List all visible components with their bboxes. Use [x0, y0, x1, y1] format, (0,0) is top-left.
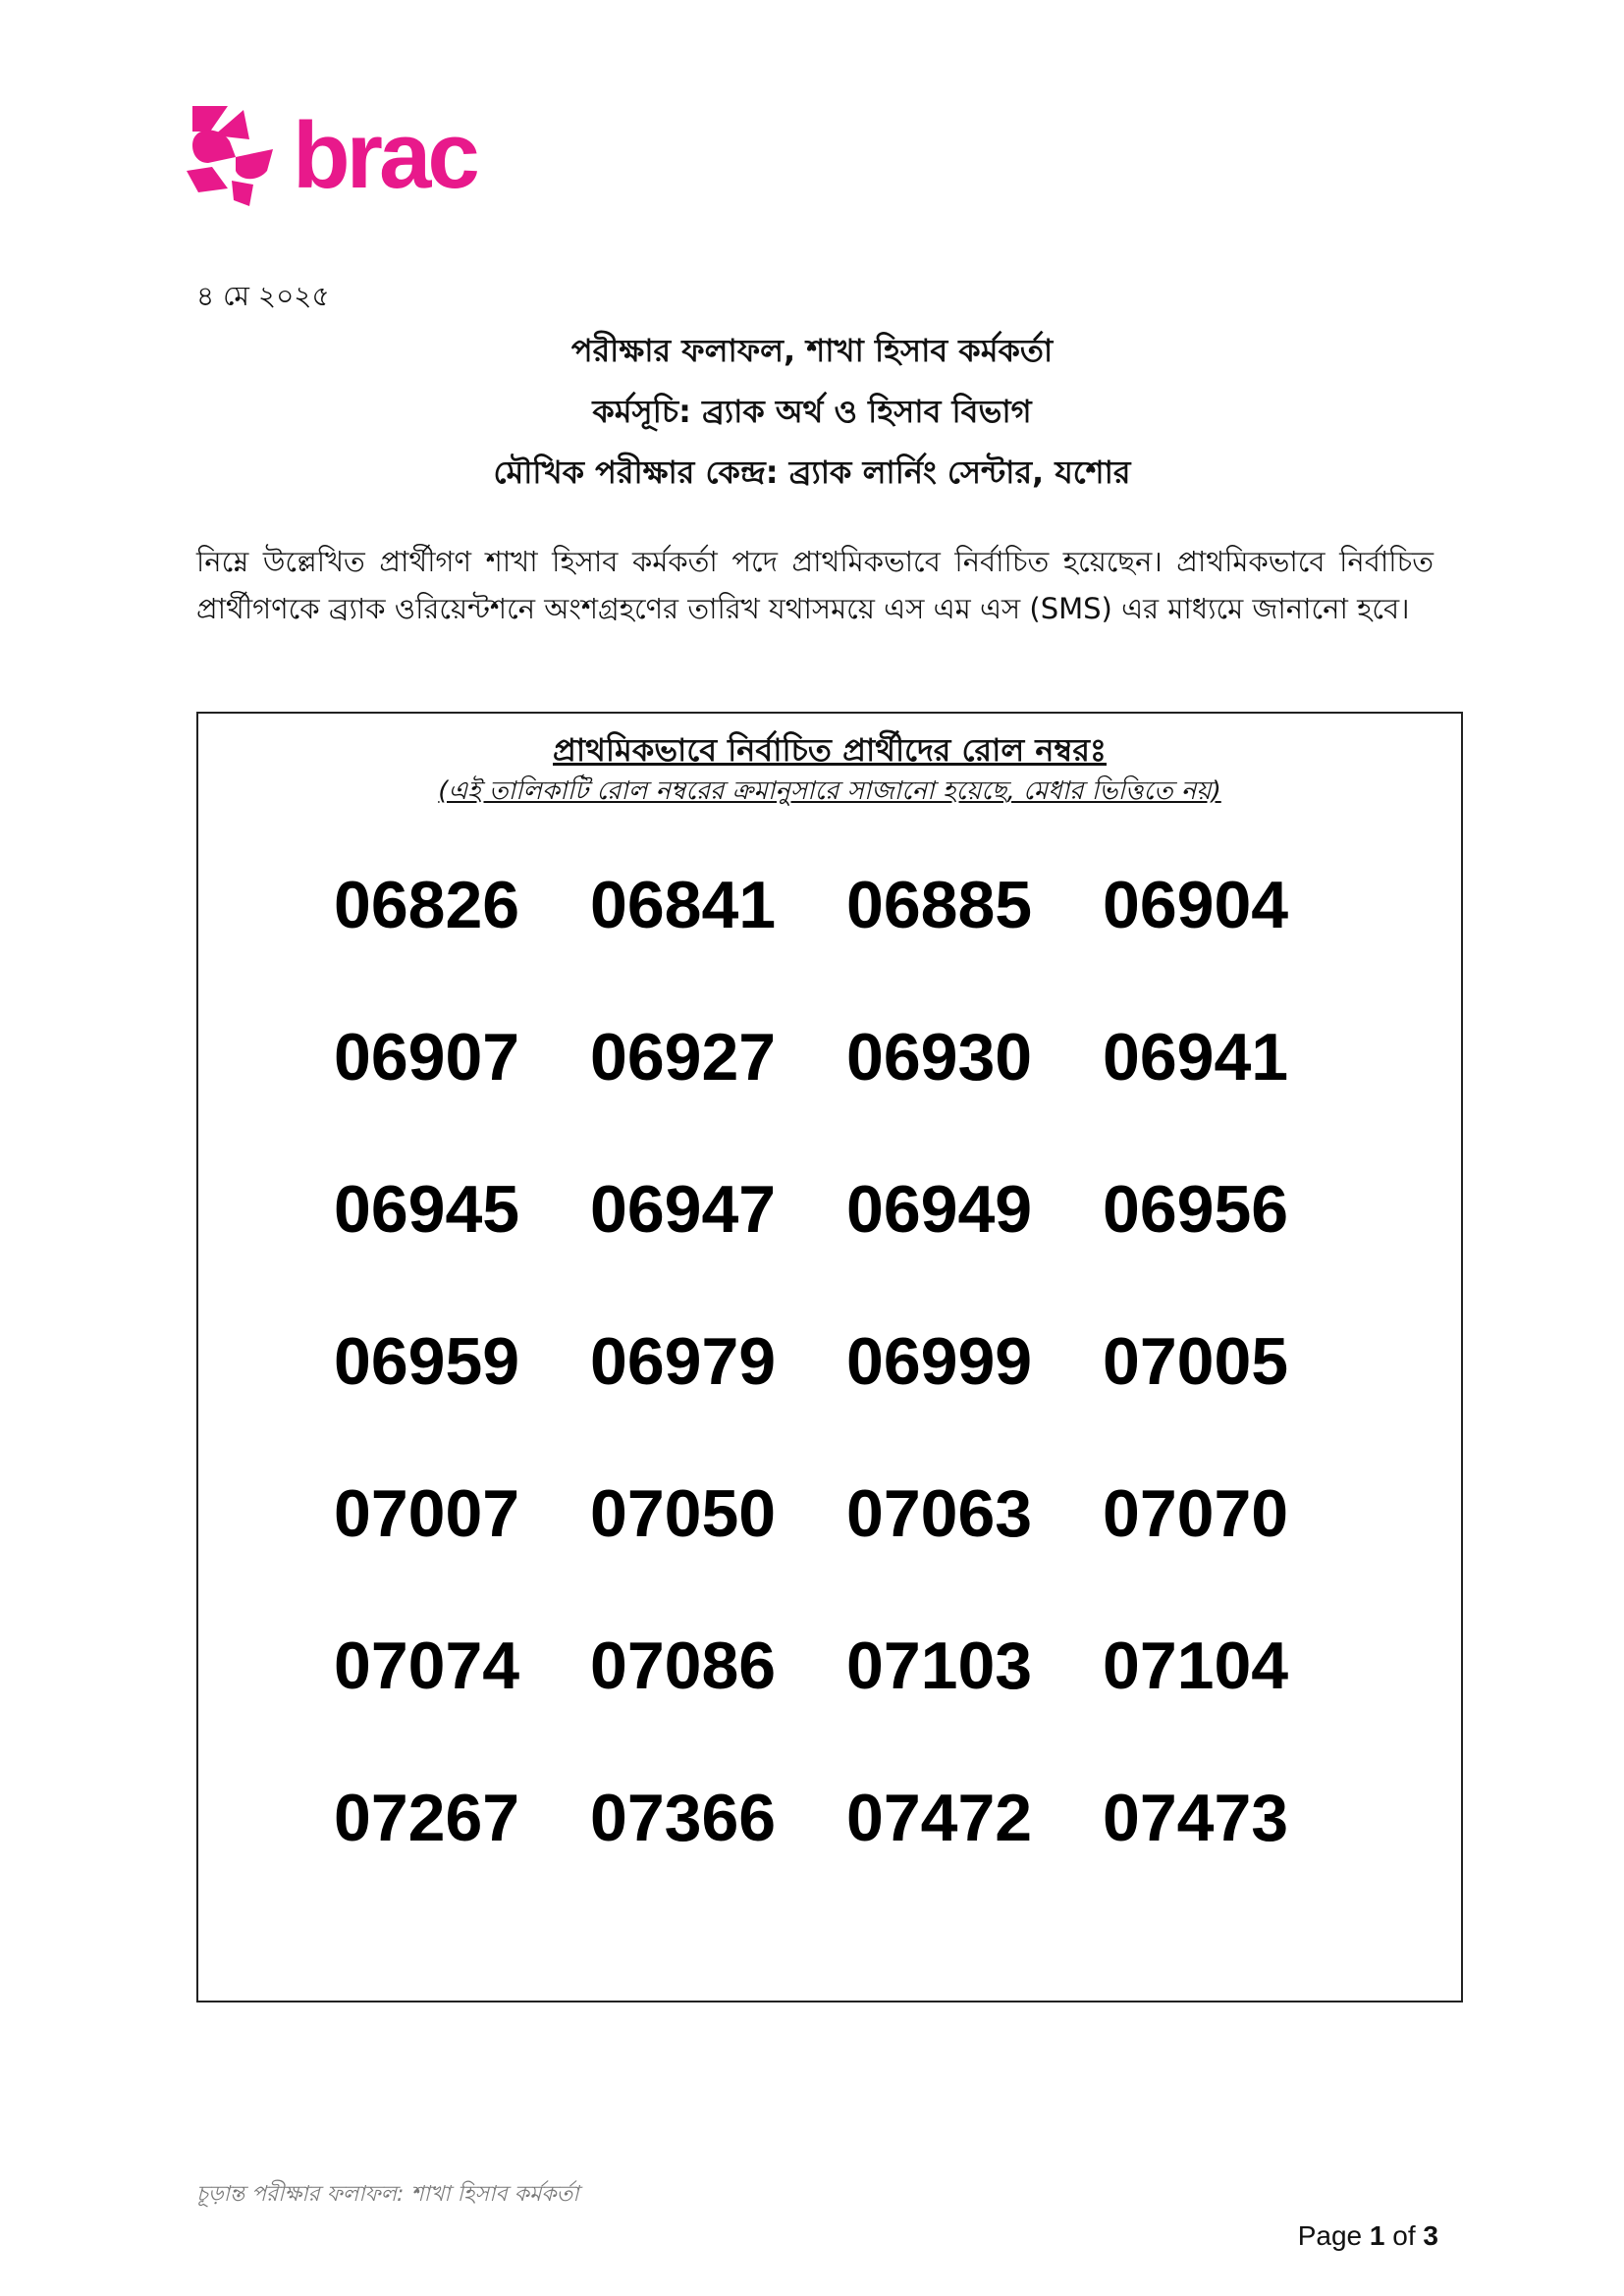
roll-number: 06945 [334, 1172, 520, 1247]
roll-number: 07086 [590, 1629, 777, 1703]
roll-number: 07074 [334, 1629, 520, 1703]
roll-number: 07366 [590, 1781, 777, 1855]
roll-number: 07050 [590, 1476, 777, 1551]
roll-list-note: (এই তালিকাটি রোল নম্বরের ক্রমানুসারে সাজানো হয়েছে, মেধার ভিত্তিতে নয়) [438, 776, 1221, 806]
roll-number-grid [334, 861, 1359, 1926]
program-heading: কর্মসূচি: ব্র্যাক অর্থ ও হিসাব বিভাগ [592, 393, 1032, 430]
roll-number: 06999 [846, 1324, 1033, 1399]
roll-number: 06979 [590, 1324, 777, 1399]
roll-number: 07063 [846, 1476, 1033, 1551]
page-of: of [1392, 2220, 1416, 2251]
roll-number: 07104 [1103, 1629, 1289, 1703]
roll-number: 07103 [846, 1629, 1033, 1703]
brac-pinwheel-icon [185, 102, 283, 210]
roll-number: 07473 [1103, 1781, 1289, 1855]
roll-number: 06949 [846, 1172, 1033, 1247]
roll-number: 06904 [1103, 868, 1289, 942]
roll-number: 06947 [590, 1172, 777, 1247]
brac-logo [185, 102, 499, 210]
roll-number-box [196, 712, 1463, 2002]
roll-number: 06930 [846, 1020, 1033, 1095]
footer-note: চূড়ান্ত পরীক্ষার ফলাফল: শাখা হিসাব কর্মকর্তা [196, 2182, 579, 2207]
roll-number: 06941 [1103, 1020, 1289, 1095]
roll-number: 07005 [1103, 1324, 1289, 1399]
roll-number: 06956 [1103, 1172, 1289, 1247]
page-current: 1 [1369, 2220, 1385, 2251]
roll-number: 06841 [590, 868, 777, 942]
roll-list-title: প্রাথমিকভাবে নির্বাচিত প্রার্থীদের রোল নম্বরঃ [553, 731, 1107, 769]
venue-heading: মৌখিক পরীক্ষার কেন্দ্র: ব্র্যাক লার্নিং সেন্টার, যশোর [493, 454, 1131, 491]
roll-number: 07007 [334, 1476, 520, 1551]
brand-wordmark: brac [293, 103, 476, 208]
roll-number: 07472 [846, 1781, 1033, 1855]
page-total: 3 [1423, 2220, 1438, 2251]
roll-number: 06907 [334, 1020, 520, 1095]
document-date: ৪ মে ২০২৫ [196, 280, 330, 312]
roll-number: 06927 [590, 1020, 777, 1095]
roll-number: 07070 [1103, 1476, 1289, 1551]
document-title: পরীক্ষার ফলাফল, শাখা হিসাব কর্মকর্তা [570, 332, 1054, 369]
intro-paragraph: নিম্নে উল্লেখিত প্রার্থীগণ শাখা হিসাব কর্মকর্তা পদে প্রাথমিকভাবে নির্বাচিত হয়েছেন। প্রাথমিকভাবে নির্বাচিত প্রার্থীগণকে ব্র্যাক ওরিয়েন্টশনে অংশগ্রহণের তারিখ যথাসময়ে এস এম এস (SMS) এর মাধ্যমে জানানো হবে। [196, 545, 1434, 625]
page-label: Page [1297, 2220, 1363, 2251]
roll-number: 07267 [334, 1781, 520, 1855]
roll-number: 06959 [334, 1324, 520, 1399]
page-number [1276, 2220, 1438, 2252]
roll-number: 06826 [334, 868, 520, 942]
roll-number: 06885 [846, 868, 1033, 942]
